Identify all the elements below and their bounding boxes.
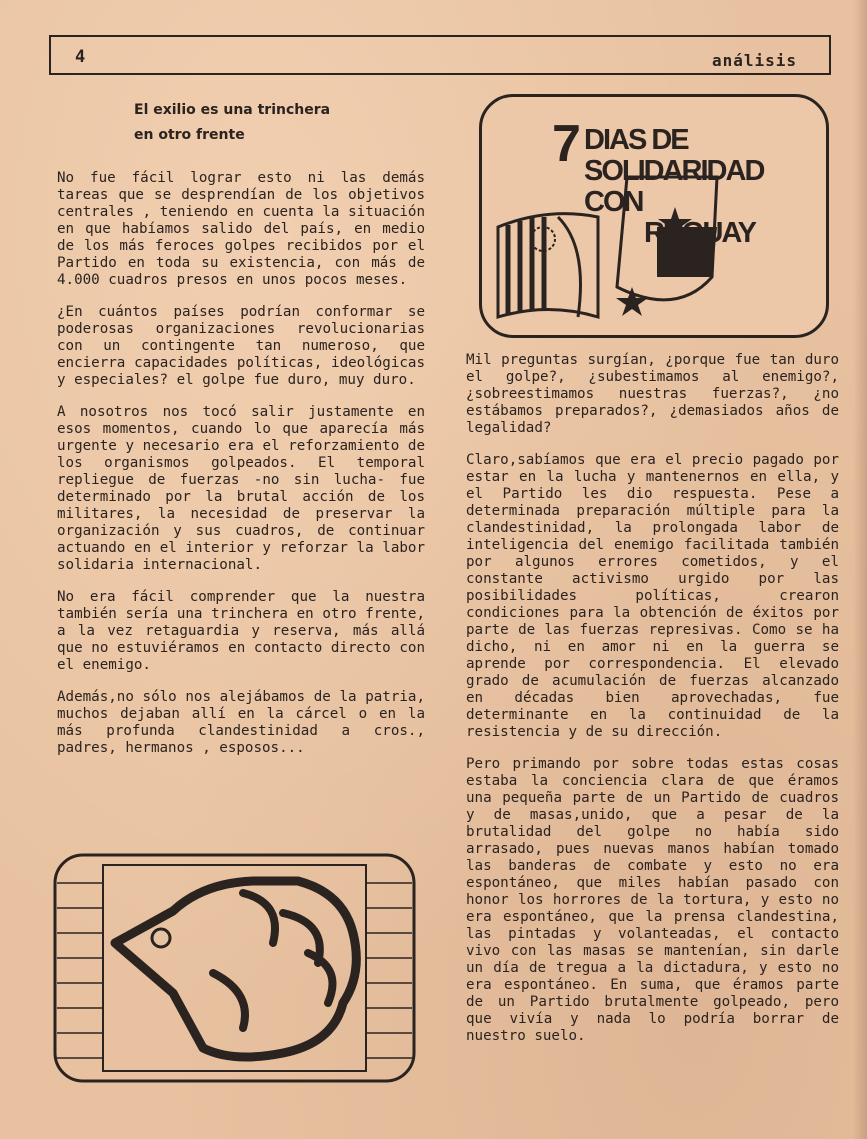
paragraph: A nosotros nos tocó salir justamente en esos momentos, cuando lo que aparecía más urgente y necesario era el reforzamiento de los organismos golpeados. El temporal repliegue de fuerzas -no sin lucha- fue determinado por la brutal acción de los militares, la necesidad de preservar la organización y sus cuadros, de continuar actuando en el interior y reforzar la labor solidaria internacional. <box>57 404 425 573</box>
page-header <box>49 35 831 75</box>
poster-number: 7 <box>552 115 579 173</box>
article-title <box>134 98 330 148</box>
paragraph: Pero primando por sobre todas estas cosas estaba la conciencia clara de que éramos una pequeña parte de un Partido de cuadros y de masas,unido, que a pesar de la brutalidad del golpe no había sido arrasado, pues nuevas manos habían tomado las banderas de combate y esto no era espontáneo, que miles habían pasado con honor los horrores de la tortura, y esto no era espontáneo, que la prensa clandestina, las pintadas y volanteadas, el contacto vivo con las masas se mantenían, sin darle un día de tregua a la dictadura, y esto no era espontáneo. En suma, que éramos parte de un Partido brutalmente golpeado, pero que vivía y nada lo podría borrar de nuestro suelo. <box>466 756 839 1044</box>
section-title: análisis <box>711 51 797 70</box>
poster-headline <box>552 115 764 249</box>
article-title-line: El exilio es una trinchera <box>134 102 331 118</box>
paragraph: Mil preguntas surgían, ¿porque fue tan duro el golpe?, ¿subestimamos al enemigo?, ¿sobreestimamos nuestras fuerzas?, ¿no estábamos preparados?, ¿demasiados años de legalidad? <box>466 352 839 436</box>
paragraph: No era fácil comprender que la nuestra también sería una trinchera en otro frente, a la vez retaguardia y reserva, más allá que no estuviéramos en contacto directo con el enemigo. <box>57 589 425 673</box>
paragraph: ¿En cuántos países podrían conformar se poderosas organizaciones revolucionarias con un contingente tan numeroso, que encierra capacidades políticas, ideológicas y especiales? el golpe fue duro, muy duro. <box>57 304 425 388</box>
paragraph: Claro,sabíamos que era el precio pagado por estar en la lucha y mantenernos en ella, y el Partido les dio respuesta. Pese a determinada preparación múltiple para la clandestinidad, la prolongada labor de inteligencia del enemigo facilitada también por algunos errores cometidos, y el constante activismo urgido por las posibilidades políticas, crearon condiciones para la obtención de éxitos por parte de las fuerzas represivas. Como se ha dicho, ni en amor ni en la guerra se aprende por correspondencia. El elevado grado de acumulación de fuerzas alcanzado en décadas bien aprovechadas, fue determinante en la continuidad de la resistencia y de su dirección. <box>466 452 839 740</box>
raised-fist-icon <box>53 853 416 1083</box>
solidarity-poster <box>479 94 829 338</box>
page-edge-shadow <box>853 0 867 1139</box>
article-title-line: en otro frente <box>134 127 245 143</box>
poster-line: DIAS DE <box>584 124 688 156</box>
paragraph: Además,no sólo nos alejábamos de la patria, muchos dejaban allí en la cárcel o en la más profunda clandestinidad a cros., padres, hermanos , esposos... <box>57 689 425 756</box>
poster-line: RUGUAY <box>644 217 756 249</box>
poster-line: SOLIDARIDAD <box>584 155 764 187</box>
page-number: 4 <box>75 47 86 67</box>
poster-line: CON <box>584 186 643 218</box>
paragraph: No fue fácil lograr esto ni las demás tareas que se desprendían de los objetivos centrales , teniendo en cuenta la situación en que habíamos salido del país, en medio de los más feroces golpes recibidos por el Partido en toda su existencia, con más de 4.000 cuadros presos en unos pocos meses. <box>57 170 425 288</box>
right-column <box>466 352 839 1060</box>
left-column <box>57 170 425 772</box>
